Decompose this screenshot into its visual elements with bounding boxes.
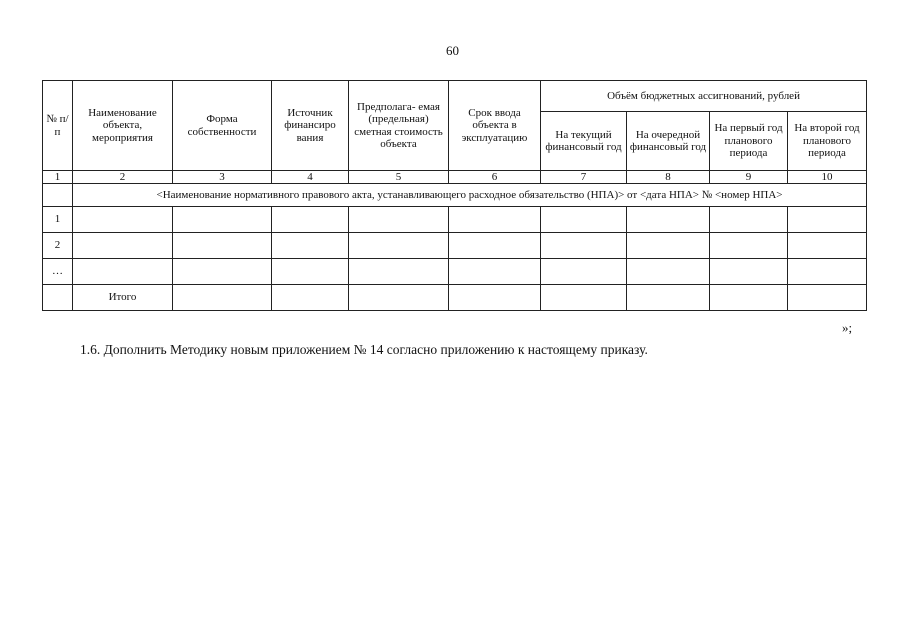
row-name <box>73 259 173 285</box>
column-number: 3 <box>173 171 272 184</box>
header-deadline: Срок ввода объекта в эксплуатацию <box>449 81 541 171</box>
column-number: 9 <box>710 171 788 184</box>
table-cell <box>449 207 541 233</box>
table-cell <box>173 207 272 233</box>
table-cell <box>710 259 788 285</box>
column-number: 10 <box>788 171 867 184</box>
column-number: 1 <box>43 171 73 184</box>
row-name-total: Итого <box>73 285 173 311</box>
row-num <box>43 285 73 311</box>
row-num: … <box>43 259 73 285</box>
npa-row-text: <Наименование нормативного правового акта, устанавливающего расходное обязательство (НПА)> от <дата НПА> № <номер НПА> <box>73 184 867 207</box>
row-name <box>73 233 173 259</box>
header-budget-group: Объём бюджетных ассигнований, рублей <box>541 81 867 112</box>
header-num: № п/п <box>43 81 73 171</box>
header-plan-year-1: На первый год планового периода <box>710 112 788 171</box>
table-cell <box>173 285 272 311</box>
header-name: Наименование объекта, мероприятия <box>73 81 173 171</box>
table-cell <box>173 259 272 285</box>
table-cell <box>627 207 710 233</box>
table-cell <box>272 285 349 311</box>
table-cell <box>541 259 627 285</box>
table-cell <box>449 285 541 311</box>
table-cell <box>788 207 867 233</box>
header-current-year: На текущий финансовый год <box>541 112 627 171</box>
row-num: 2 <box>43 233 73 259</box>
column-number: 8 <box>627 171 710 184</box>
table-cell <box>541 285 627 311</box>
table-cell <box>627 233 710 259</box>
table-header-row <box>43 81 867 112</box>
header-ownership: Форма собственности <box>173 81 272 171</box>
table-cell <box>349 233 449 259</box>
page-number: 60 <box>446 43 459 58</box>
table-cell <box>272 207 349 233</box>
table-row <box>43 233 867 259</box>
table-cell <box>173 233 272 259</box>
table-cell <box>272 259 349 285</box>
table-cell <box>541 233 627 259</box>
table-row-total <box>43 285 867 311</box>
row-name <box>73 207 173 233</box>
table-cell <box>788 259 867 285</box>
table-cell <box>710 233 788 259</box>
column-number: 2 <box>73 171 173 184</box>
table-cell <box>349 285 449 311</box>
table-cell <box>627 259 710 285</box>
table-cell <box>349 207 449 233</box>
table-row <box>43 259 867 285</box>
table-cell <box>627 285 710 311</box>
table-cell <box>349 259 449 285</box>
header-plan-year-2: На второй год планового периода <box>788 112 867 171</box>
row-num: 1 <box>43 207 73 233</box>
table-cell <box>449 233 541 259</box>
table-row <box>43 207 867 233</box>
column-number: 4 <box>272 171 349 184</box>
column-number-row <box>43 171 867 184</box>
column-number: 5 <box>349 171 449 184</box>
header-source: Источник финансиро вания <box>272 81 349 171</box>
table-cell <box>788 233 867 259</box>
table-cell <box>788 285 867 311</box>
table-cell <box>449 259 541 285</box>
header-next-year: На очередной финансовый год <box>627 112 710 171</box>
table-cell <box>541 207 627 233</box>
column-number: 6 <box>449 171 541 184</box>
table-cell <box>710 207 788 233</box>
npa-row-blank <box>43 184 73 207</box>
header-cost: Предполага- емая (предельная) сметная стоимость объекта <box>349 81 449 171</box>
closing-quote-mark: »; <box>842 320 853 335</box>
paragraph-1-6: 1.6. Дополнить Методику новым приложением № 14 согласно приложению к настоящему приказу. <box>80 342 648 357</box>
npa-row <box>43 184 867 207</box>
column-number: 7 <box>541 171 627 184</box>
table-cell <box>710 285 788 311</box>
table-cell <box>272 233 349 259</box>
budget-allocation-table <box>42 80 867 311</box>
